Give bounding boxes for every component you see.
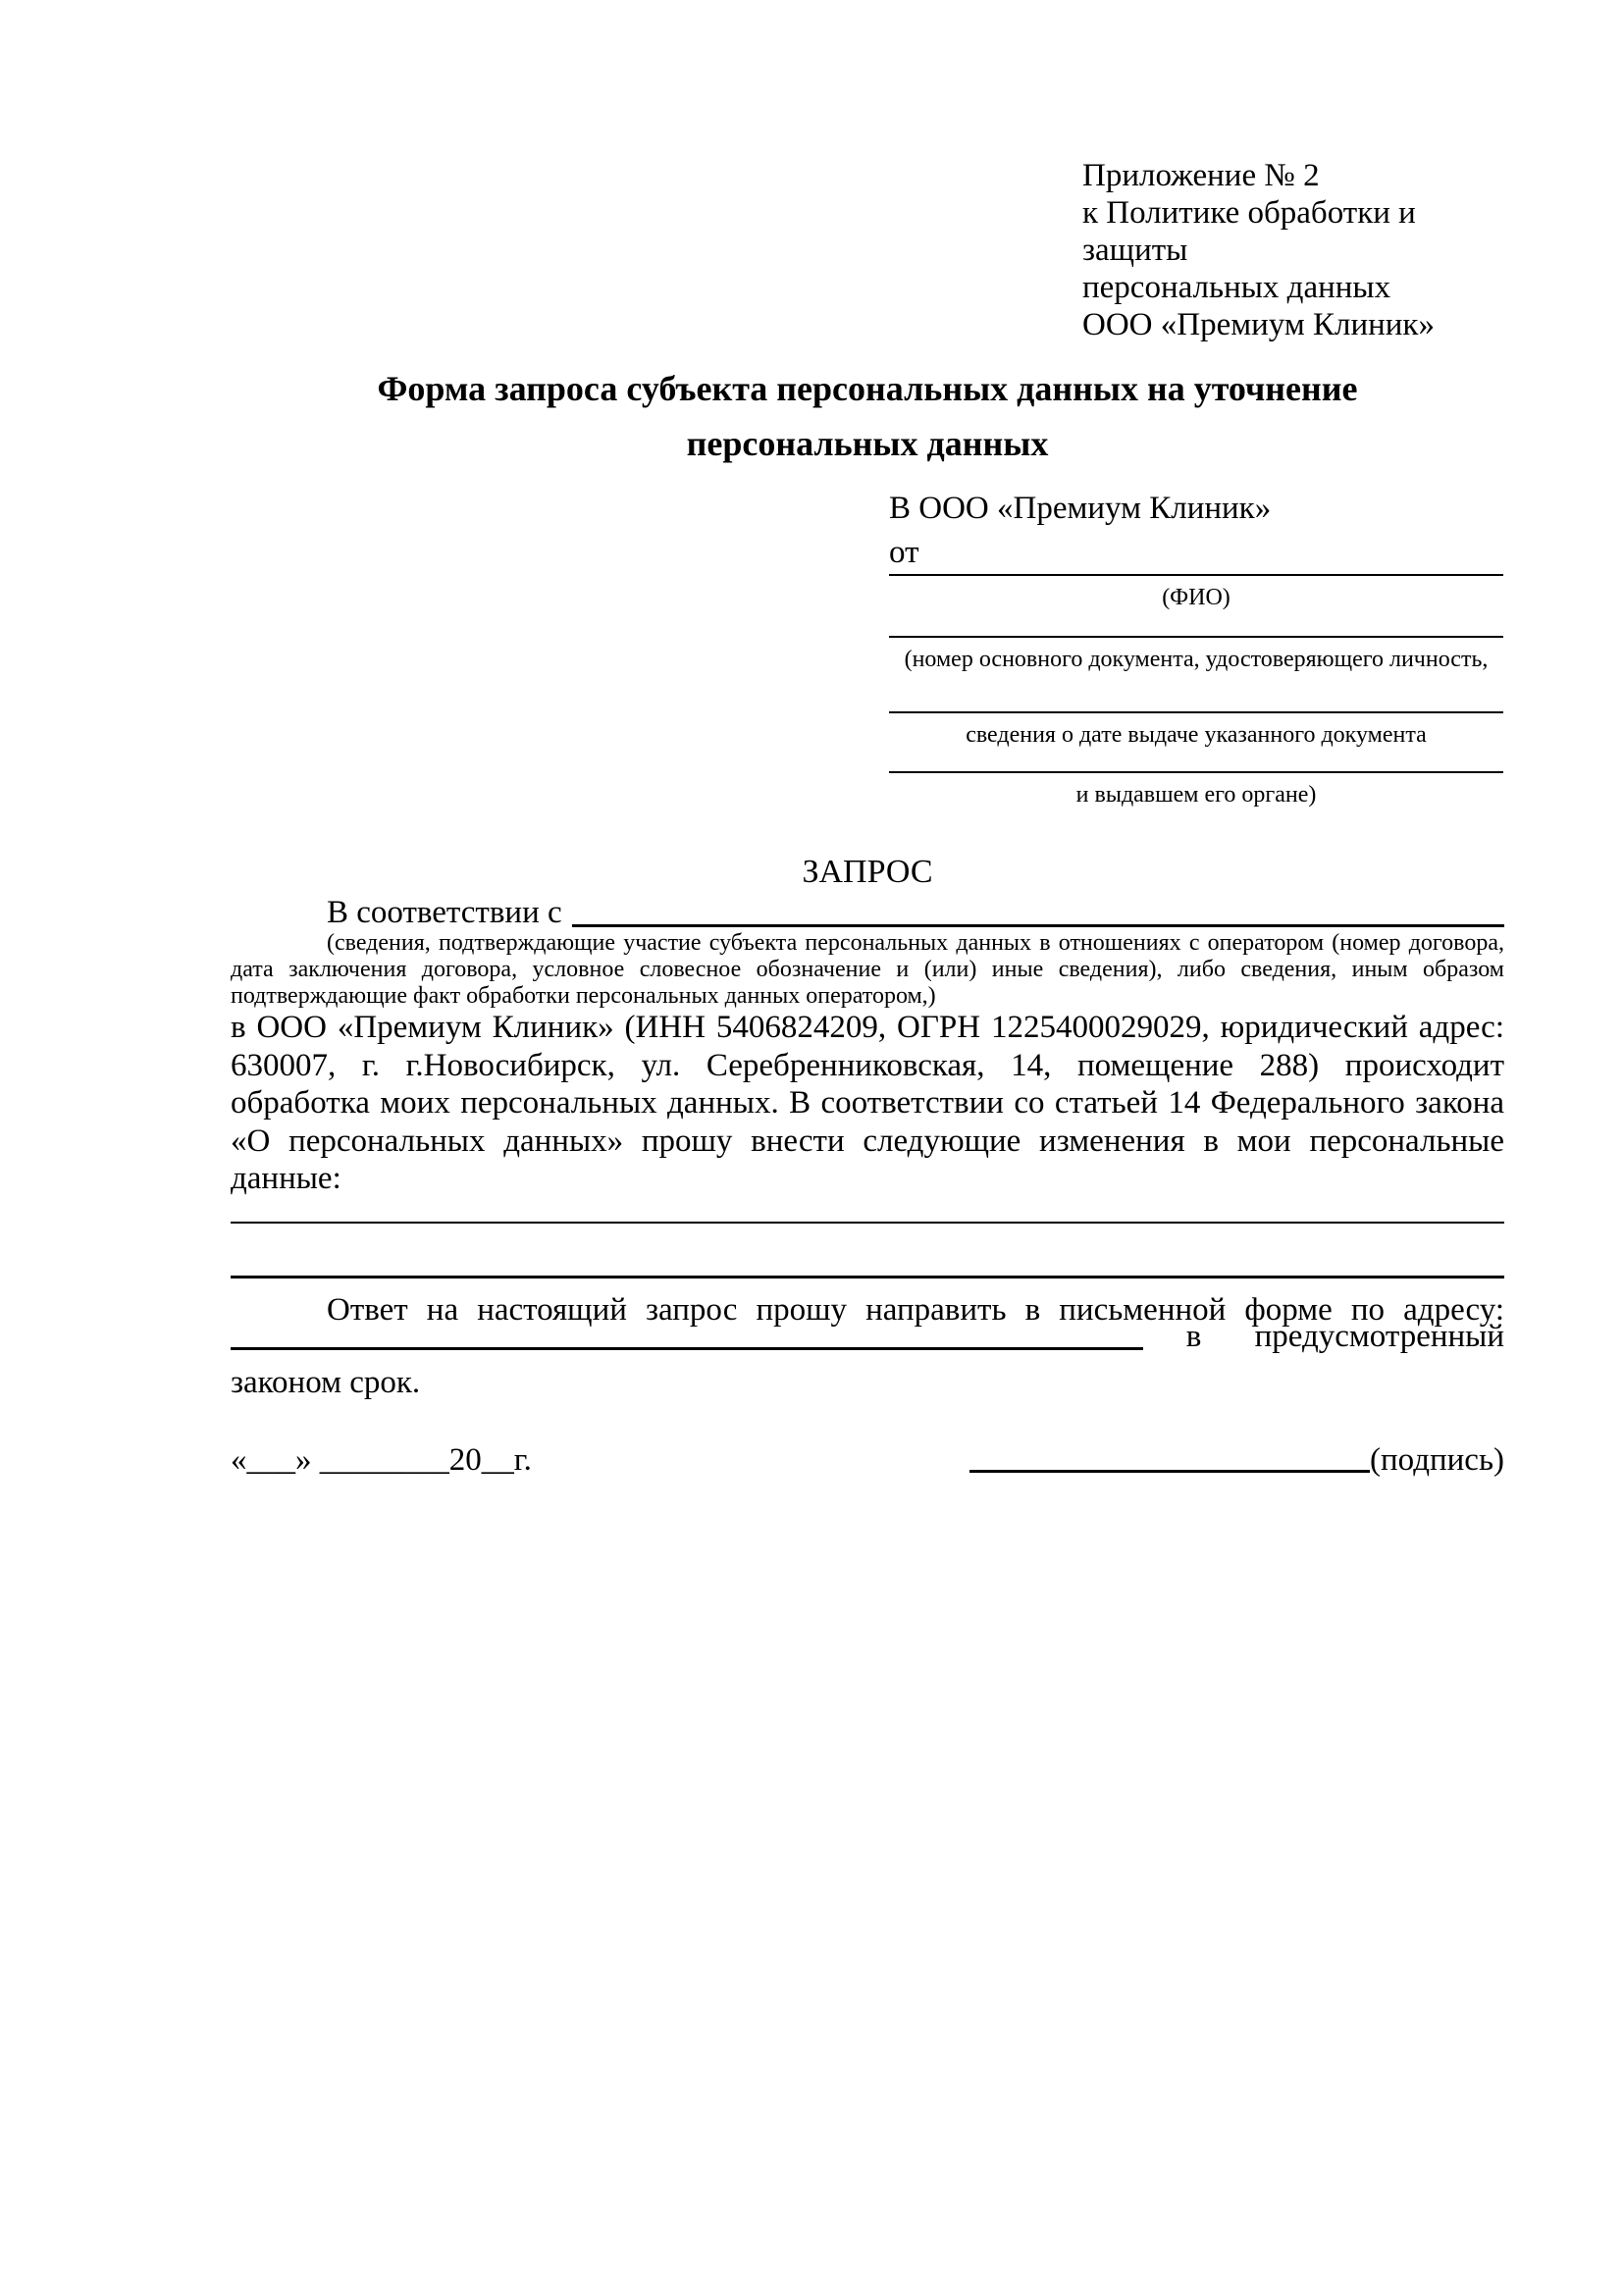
id-number-caption: (номер основного документа, удостоверяющего личность,	[904, 647, 1489, 672]
issue-date-caption: сведения о дате выдаче указанного документа	[966, 722, 1427, 748]
document-title	[231, 361, 1504, 471]
fio-caption: (ФИО)	[1162, 585, 1230, 610]
changes-input-line-1[interactable]	[231, 1222, 1504, 1224]
document-title-line: персональных данных	[686, 424, 1049, 463]
accordance-caption: (сведения, подтверждающие участие субъекта персональных данных в отношениях с оператором (номер договора, дата заключения договора, условное словесное обозначение и (или) иные сведения), либо сведения, иным образом подтверждающие факт обработки персональных данных оператором,)	[231, 930, 1504, 1009]
appendix-header-line: персональных данных	[1082, 270, 1391, 305]
date-blank[interactable]: «___» ________20__г.	[231, 1442, 532, 1478]
reply-sentence-end: законом срок.	[231, 1365, 421, 1400]
accordance-row	[327, 893, 1504, 932]
addressee-to: В ООО «Премиум Клиник»	[889, 491, 1272, 526]
changes-input-line-2[interactable]	[231, 1276, 1504, 1278]
issuing-authority-caption: и выдавшем его органе)	[1075, 782, 1317, 808]
issuing-authority-input-line[interactable]	[889, 771, 1503, 773]
issue-date-input-line[interactable]	[889, 711, 1503, 713]
document-title-line: Форма запроса субъекта персональных данных на уточнение	[377, 369, 1358, 408]
request-body-paragraph: в ООО «Премиум Клиник» (ИНН 5406824209, ОГРН 1225400029029, юридический адрес: 630007, г. г.Новосибирск, ул. Серебренниковская, 14, помещение 288) происходит обработка моих персональных данных. В соответствии со статьей 14 Федерального закона «О персональных данных» прошу внести следующие изменения в мои персональные данные:	[231, 1010, 1504, 1196]
reply-address-row	[231, 1317, 1504, 1356]
reply-address-sentence: Ответ на настоящий запрос прошу направить в письменной форме по адресу:	[327, 1292, 1504, 1328]
signature-area	[969, 1440, 1504, 1480]
request-heading: ЗАПРОС	[802, 854, 933, 890]
fio-input-line[interactable]	[889, 574, 1503, 576]
appendix-header	[1082, 157, 1519, 343]
reply-sentence-tail: в предусмотренный	[1185, 1319, 1504, 1354]
signature-line[interactable]	[969, 1470, 1370, 1473]
accordance-input-line[interactable]	[572, 893, 1504, 927]
addressee-from-label: от	[889, 535, 919, 570]
signature-caption: (подпись)	[1370, 1442, 1504, 1478]
appendix-header-line: ООО «Премиум Клиник»	[1082, 307, 1435, 342]
id-number-input-line[interactable]	[889, 636, 1503, 638]
address-input-line[interactable]	[231, 1347, 1143, 1350]
date-signature-row	[231, 1440, 1504, 1480]
appendix-header-line: к Политике обработки и защиты	[1082, 195, 1416, 268]
appendix-header-line: Приложение № 2	[1082, 158, 1320, 193]
accordance-label: В соответствии с	[327, 895, 562, 930]
